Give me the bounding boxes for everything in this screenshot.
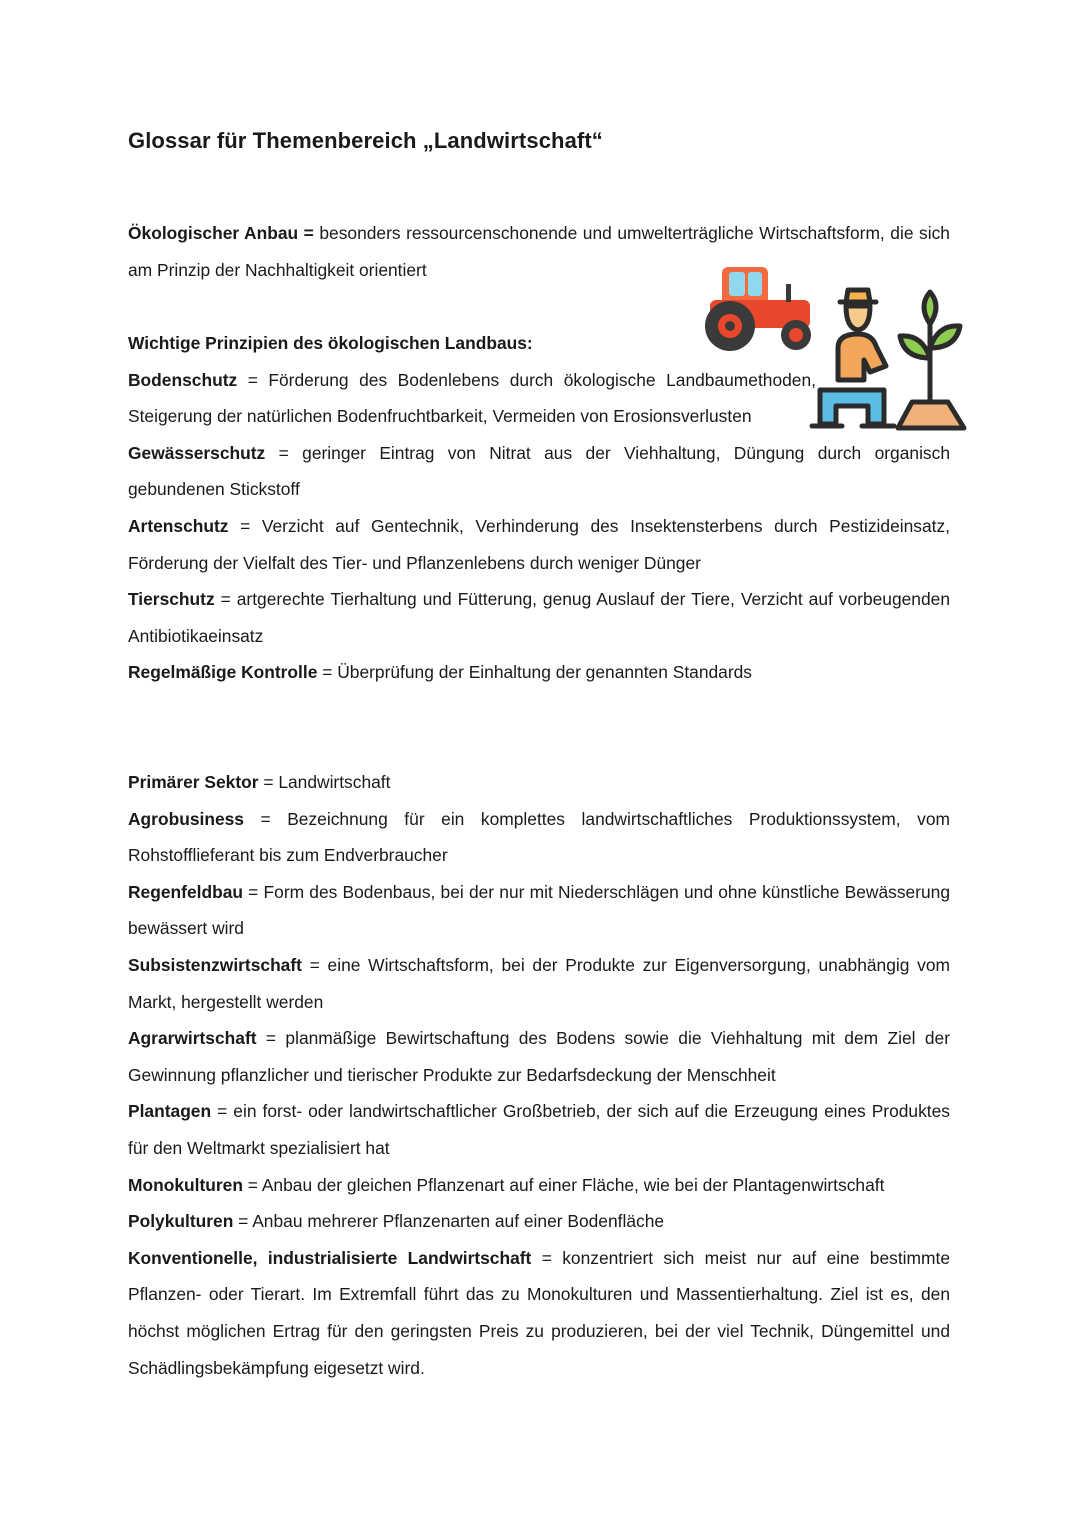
definition: = eine Wirtschaftsform, bei der Produkte zur Eigenversorgung, unabhängig vom Markt, hergestellt werden: [128, 954, 950, 1012]
definition: = Verzicht auf Gentechnik, Verhinderung des Insektensterbens durch Pestizideinsatz, Förderung der Vielfalt des Tier- und Pflanzenlebens durch weniger Dünger: [128, 515, 950, 573]
term: Primärer Sektor: [128, 772, 259, 792]
term: Tierschutz: [128, 589, 215, 610]
definition: = Form des Bodenbaus, bei der nur mit Niederschlägen und ohne künstliche Bewässerung bewässert wird: [128, 881, 950, 939]
glossary-section: [128, 764, 950, 1386]
definition-agrobusiness: [128, 801, 950, 874]
definition-oekologischer-anbau: [128, 215, 950, 288]
principles-section: [128, 325, 950, 691]
term: Artenschutz: [128, 515, 229, 536]
definition-konventionelle-landwirtschaft: [128, 1240, 950, 1386]
term: Monokulturen: [128, 1174, 243, 1195]
principles-heading: Wichtige Prinzipien des ökologischen Landbaus:: [128, 333, 533, 353]
definition-gewaesserschutz: [128, 435, 950, 508]
term: Regelmäßige Kontrolle: [128, 662, 318, 683]
intro-section: [128, 215, 950, 288]
definition-agrarwirtschaft: [128, 1020, 950, 1093]
definition: = Landwirtschaft: [258, 772, 391, 792]
term: Plantagen: [128, 1101, 212, 1122]
definition: = artgerechte Tierhaltung und Fütterung, genug Auslauf der Tiere, Verzicht auf vorbeugenden Antibiotikaeinsatz: [128, 589, 950, 646]
term: Agrobusiness: [128, 808, 244, 829]
definition: = ein forst- oder landwirtschaftlicher Großbetrieb, der sich auf die Erzeugung eines Produktes für den Weltmarkt spezialisiert hat: [128, 1101, 950, 1158]
term: Polykulturen: [128, 1211, 234, 1232]
definition-tierschutz: [128, 581, 950, 654]
definition: = Anbau mehrerer Pflanzenarten auf einer Bodenfläche: [233, 1211, 665, 1232]
term: Bodenschutz: [128, 369, 238, 390]
definition-monokulturen: [128, 1167, 950, 1204]
definition-regenfeldbau: [128, 874, 950, 947]
term: Subsistenzwirtschaft: [128, 954, 302, 975]
definition-bodenschutz: [128, 362, 816, 435]
definition: = geringer Eintrag von Nitrat aus der Viehhaltung, Düngung durch organisch gebundenen Stickstoff: [128, 442, 950, 500]
definition: = Überprüfung der Einhaltung der genannten Standards: [317, 662, 753, 683]
term: Ökologischer Anbau =: [128, 223, 314, 243]
term: Gewässerschutz: [128, 442, 266, 463]
term: Konventionelle, industrialisierte Landwirtschaft: [128, 1247, 532, 1268]
definition-plantagen: [128, 1093, 950, 1166]
definition-subsistenzwirtschaft: [128, 947, 950, 1020]
definition: = Förderung des Bodenlebens durch ökologische Landbaumethoden, Steigerung der natürlichen Bodenfruchtbarkeit, Vermeiden von Erosionsverlusten: [128, 369, 816, 427]
page-title: Glossar für Themenbereich „Landwirtschaft“: [128, 128, 603, 153]
definition: = konzentriert sich meist nur auf eine bestimmte Pflanzen- oder Tierart. Im Extremfall führt das zu Monokulturen und Massentierhaltung. Ziel ist es, den höchst möglichen Ertrag für den geringsten Preis zu produzieren, bei der viel Technik, Düngemittel und Schädlingsbekämpfung eigesetzt wird.: [128, 1247, 951, 1378]
definition: besonders ressourcenschonende und umwelterträgliche Wirtschaftsform, die sich am Prinzip der Nachhaltigkeit orientiert: [128, 223, 950, 280]
definition: = Anbau der gleichen Pflanzenart auf einer Fläche, wie bei der Plantagenwirtschaft: [242, 1174, 885, 1195]
term: Agrarwirtschaft: [128, 1028, 257, 1049]
definition-artenschutz: [128, 508, 950, 581]
definition: = Bezeichnung für ein komplettes landwirtschaftliches Produktionssystem, vom Rohstofflieferant bis zum Endverbraucher: [128, 808, 950, 866]
term: Regenfeldbau: [128, 881, 243, 902]
definition-primaerer-sektor: [128, 764, 950, 801]
definition-regelmaessige-kontrolle: [128, 654, 950, 691]
definition: = planmäßige Bewirtschaftung des Bodens sowie die Viehhaltung mit dem Ziel der Gewinnung pflanzlicher und tierischer Produkte zur Bedarfsdeckung der Menschheit: [128, 1028, 950, 1085]
definition-polykulturen: [128, 1203, 950, 1240]
